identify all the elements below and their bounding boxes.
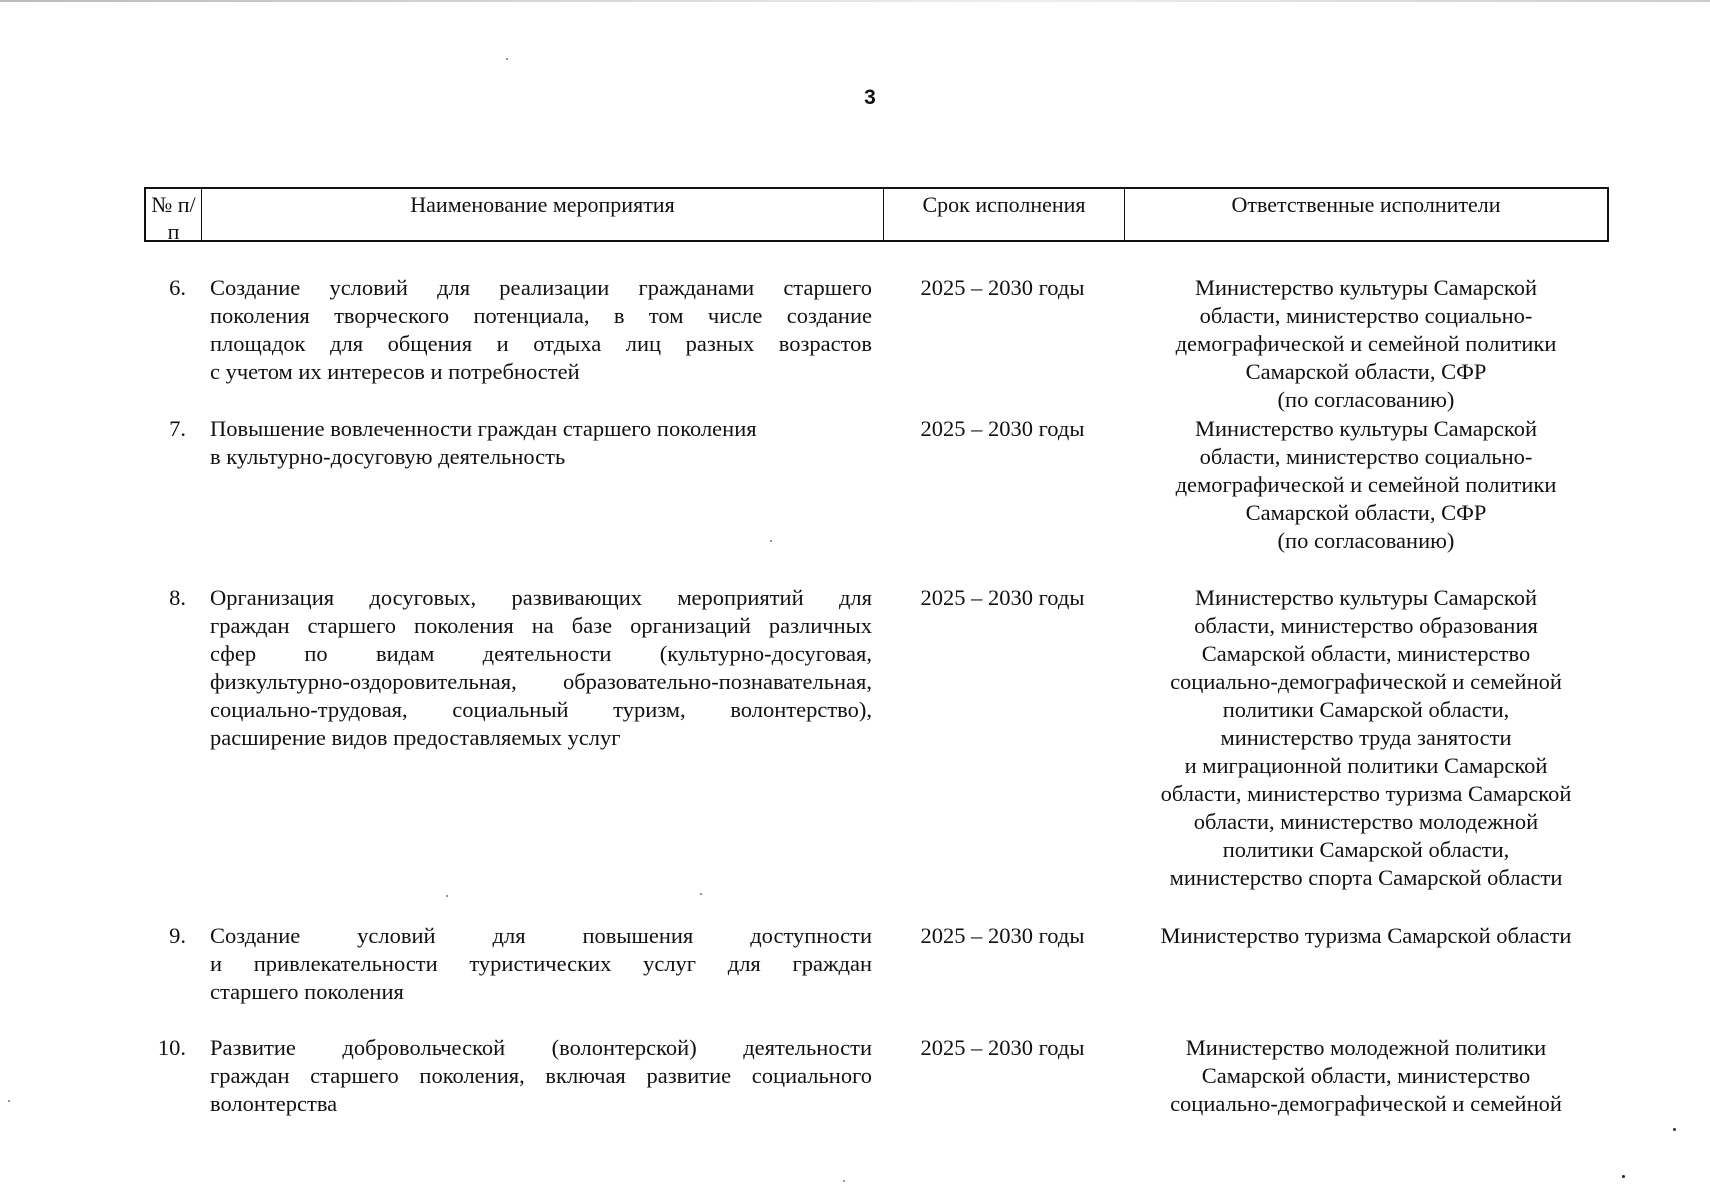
responsible-line: Самарской области, СФР	[1245, 500, 1487, 525]
responsible-line: области, министерство социально-	[1199, 444, 1533, 469]
responsible-line: Самарской области, СФР	[1245, 359, 1487, 384]
row-event-name	[210, 274, 872, 386]
row-number: 6.	[169, 275, 186, 300]
header-num: № п/п	[146, 189, 202, 240]
scan-speck	[506, 58, 508, 60]
scan-speck	[843, 1180, 845, 1182]
responsible-line: политики Самарской области,	[1222, 837, 1510, 862]
responsible-line: министерство труда занятости	[1220, 725, 1512, 750]
responsible-line: министерство спорта Самарской области	[1169, 865, 1563, 890]
scan-speck	[700, 893, 702, 895]
responsible-line: демографической и семейной политики	[1175, 472, 1557, 497]
event-name-line: расширение видов предоставляемых услуг	[210, 725, 621, 750]
responsible-line: области, министерство социально-	[1199, 303, 1533, 328]
row-event-name	[210, 584, 872, 752]
event-name-line: Развитие добровольческой (волонтерской) деятельности	[210, 1035, 872, 1060]
event-name-line: площадок для общения и отдыха лиц разных возрастов	[210, 331, 872, 356]
responsible-line: Министерство культуры Самарской	[1194, 275, 1537, 300]
row-term: 2025 – 2030 годы	[920, 275, 1085, 300]
event-name-line: с учетом их интересов и потребностей	[210, 359, 580, 384]
header-responsible: Ответственные исполнители	[1231, 192, 1501, 217]
row-event-name	[210, 1034, 872, 1118]
row-responsible	[1123, 584, 1609, 892]
table-header	[144, 187, 1609, 242]
event-name-line: сфер по видам деятельности (культурно-досуговая,	[210, 641, 872, 666]
responsible-line: социально-демографической и семейной	[1170, 669, 1562, 694]
scan-speck	[8, 1100, 10, 1102]
responsible-line: Министерство молодежной политики	[1185, 1035, 1547, 1060]
event-name-line: в культурно-досуговую деятельность	[210, 444, 566, 469]
event-name-line: Организация досуговых, развивающих мероприятий для	[210, 585, 872, 610]
scan-speck	[770, 540, 772, 542]
responsible-line: демографической и семейной политики	[1175, 331, 1557, 356]
responsible-line: Самарской области, министерство	[1201, 1063, 1531, 1088]
responsible-line: области, министерство туризма Самарской	[1160, 781, 1572, 806]
responsible-line: Самарской области, министерство	[1201, 641, 1531, 666]
responsible-line: социально-демографической и семейной	[1170, 1091, 1562, 1116]
header-term: Срок исполнения	[884, 189, 1125, 240]
responsible-line: области, министерство молодежной	[1193, 809, 1539, 834]
responsible-line: и миграционной политики Самарской	[1184, 753, 1548, 778]
row-event-name	[210, 415, 872, 471]
header-name: Наименование мероприятия	[202, 189, 884, 240]
event-name-line: физкультурно-оздоровительная, образовательно-познавательная,	[210, 669, 872, 694]
responsible-line: Министерство культуры Самарской	[1194, 585, 1537, 610]
row-responsible	[1123, 274, 1609, 414]
event-name-line: Создание условий для реализации гражданами старшего	[210, 275, 872, 300]
event-name-line: граждан старшего поколения, включая развитие социального	[210, 1063, 872, 1088]
responsible-line: области, министерство образования	[1194, 613, 1538, 638]
row-number: 8.	[169, 585, 186, 610]
event-name-line: Повышение вовлеченности граждан старшего поколения	[210, 416, 757, 441]
row-responsible	[1123, 922, 1609, 950]
row-term: 2025 – 2030 годы	[920, 416, 1085, 441]
responsible-line: Министерство туризма Самарской области	[1160, 923, 1572, 948]
row-event-name	[210, 922, 872, 1006]
row-responsible	[1123, 1034, 1609, 1118]
event-name-line: граждан старшего поколения на базе организаций различных	[210, 613, 872, 638]
scan-edge-line	[0, 0, 1710, 2]
scan-speck	[1673, 1128, 1676, 1131]
responsible-line: (по согласованию)	[1277, 387, 1455, 412]
responsible-line: Министерство культуры Самарской	[1194, 416, 1537, 441]
responsible-line: (по согласованию)	[1277, 528, 1455, 553]
row-term: 2025 – 2030 годы	[920, 923, 1085, 948]
event-name-line: поколения творческого потенциала, в том числе создание	[210, 303, 872, 328]
row-term: 2025 – 2030 годы	[920, 585, 1085, 610]
event-name-line: волонтерства	[210, 1091, 338, 1116]
page-number: 3	[864, 86, 876, 109]
row-term: 2025 – 2030 годы	[920, 1035, 1085, 1060]
row-number: 9.	[169, 923, 186, 948]
event-name-line: старшего поколения	[210, 979, 404, 1004]
row-responsible	[1123, 415, 1609, 555]
scan-speck	[1622, 1175, 1625, 1178]
event-name-line: Создание условий для повышения доступности	[210, 923, 872, 948]
row-number: 7.	[169, 416, 186, 441]
responsible-line: политики Самарской области,	[1222, 697, 1510, 722]
event-name-line: и привлекательности туристических услуг для граждан	[210, 951, 872, 976]
row-number: 10.	[157, 1035, 186, 1060]
scan-speck	[446, 895, 448, 897]
event-name-line: социально-трудовая, социальный туризм, волонтерство),	[210, 697, 872, 722]
